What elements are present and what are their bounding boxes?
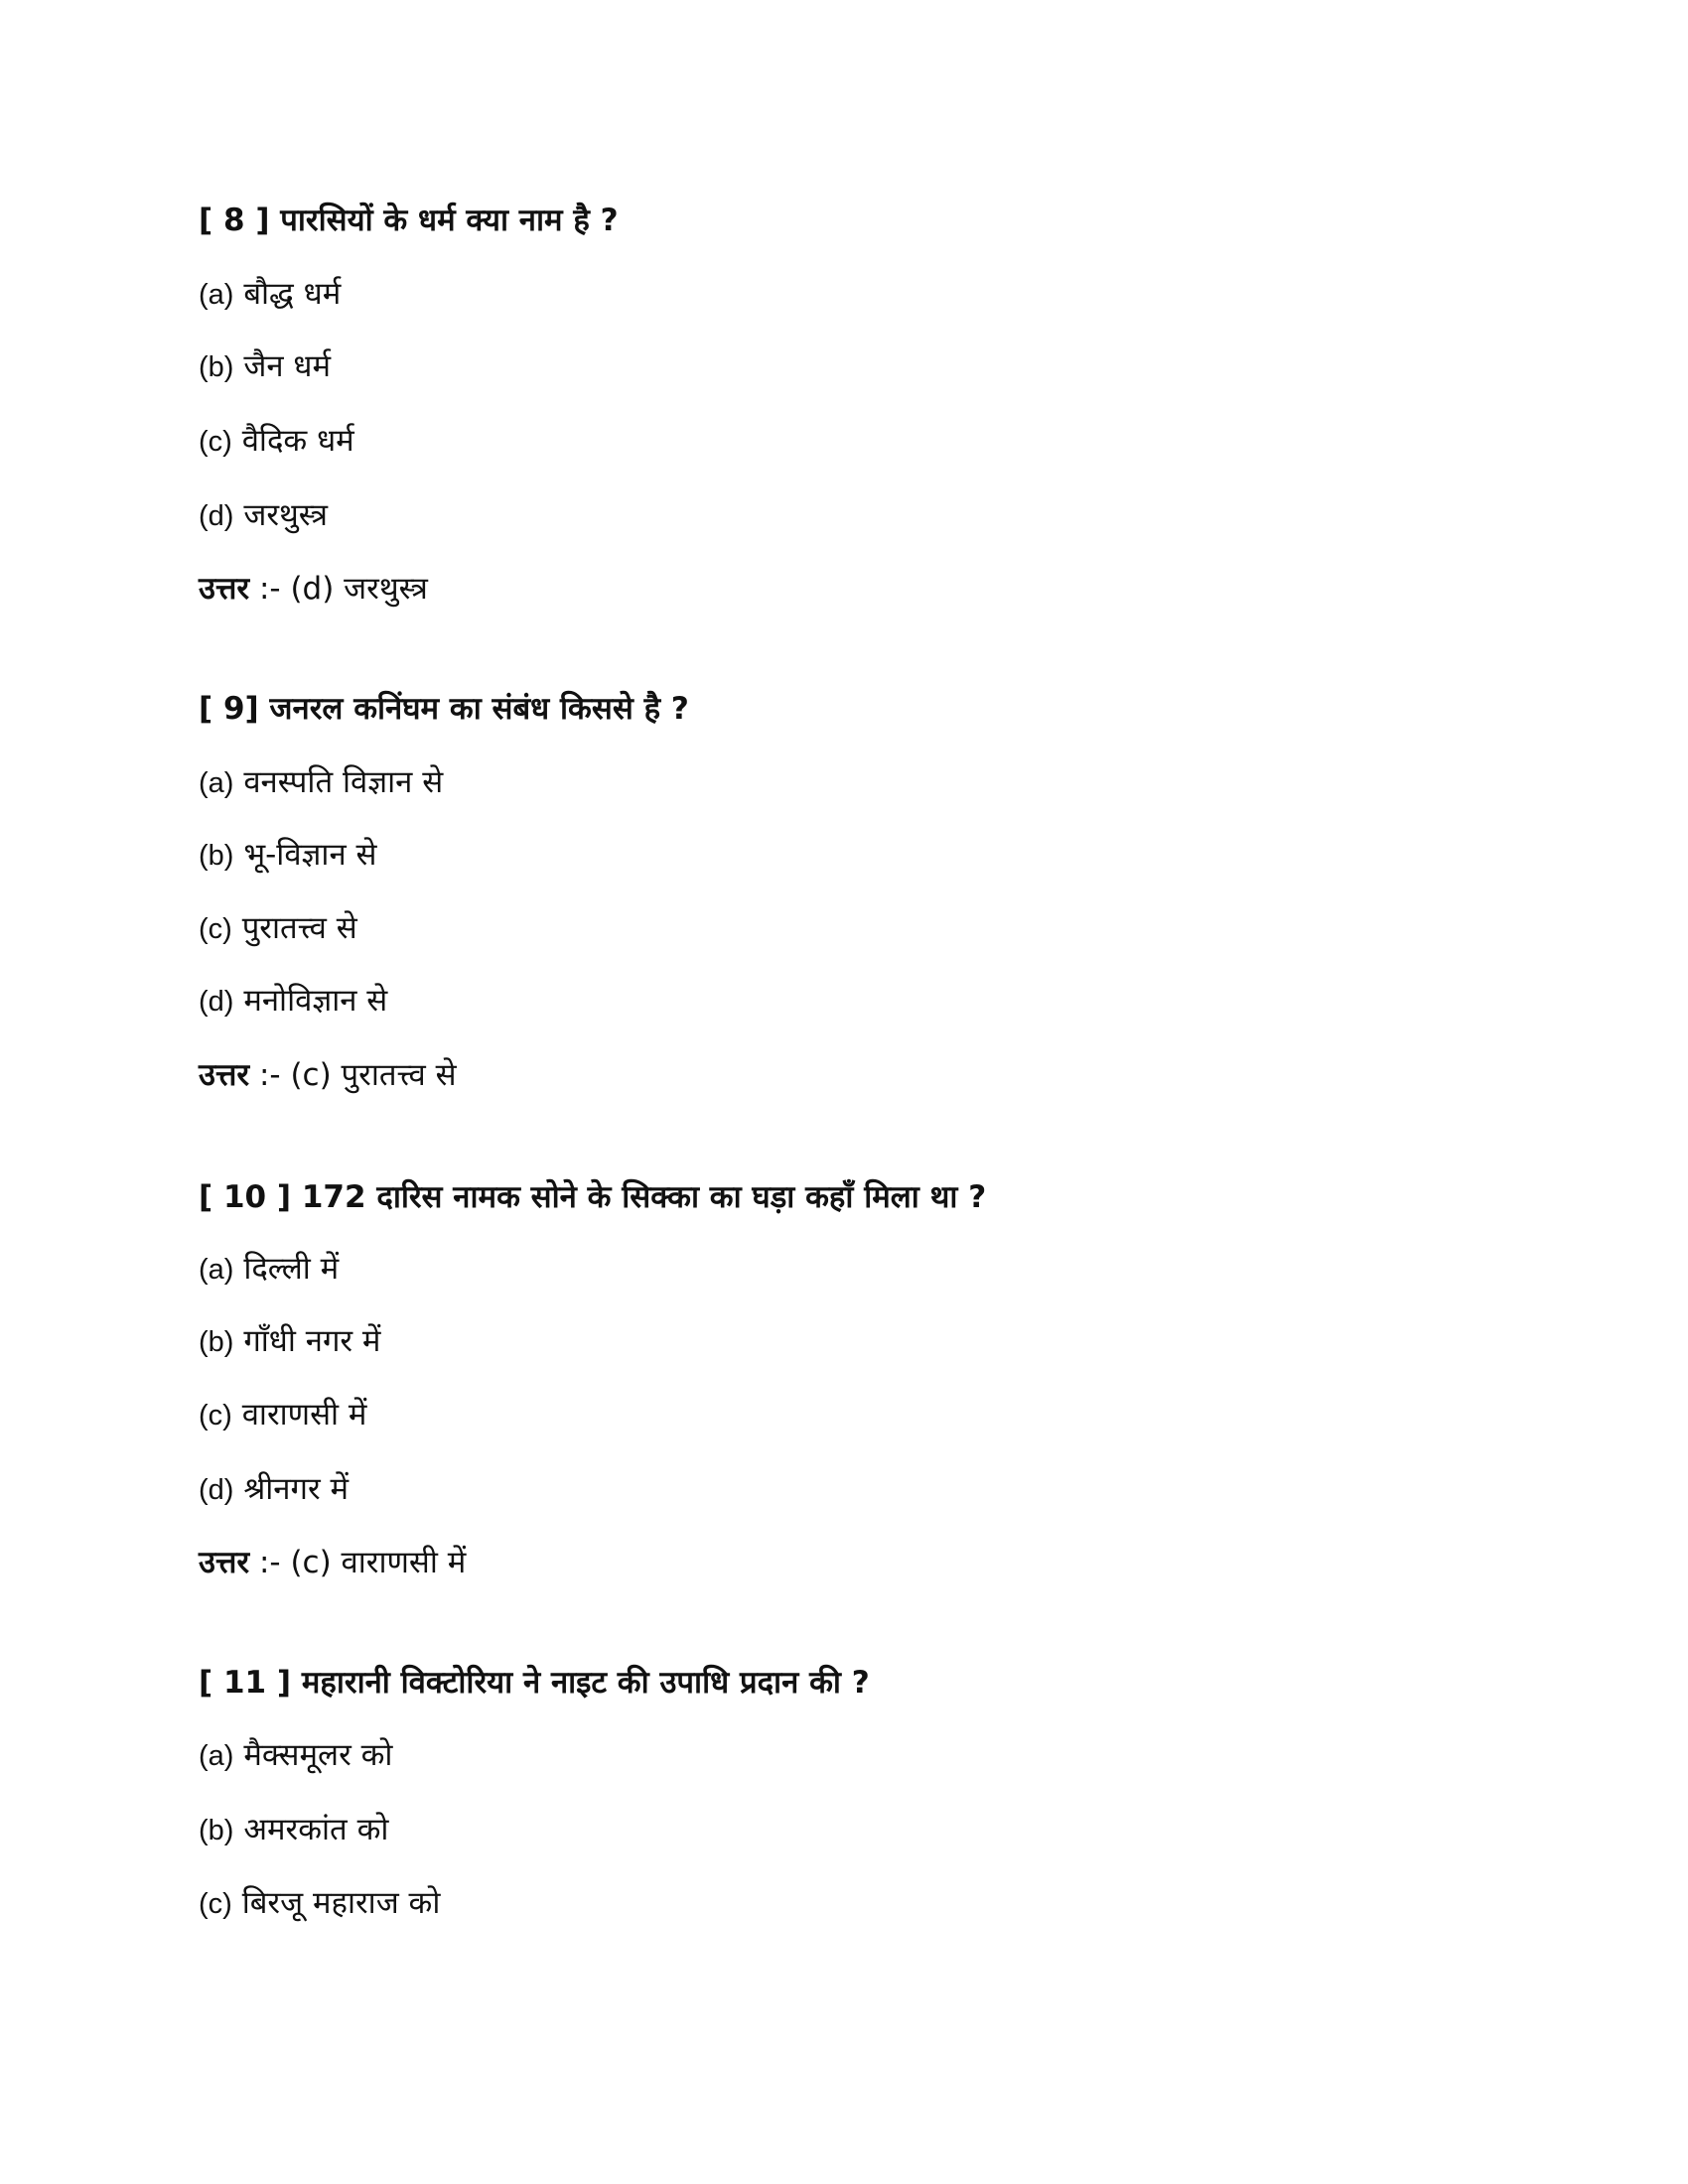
answer-label: उत्तर — [199, 1545, 250, 1580]
option-b — [199, 1808, 388, 1851]
option-a — [199, 272, 341, 316]
answer-line — [199, 567, 428, 611]
question-number: [ 11 ] — [199, 1665, 292, 1701]
option-a — [199, 760, 443, 804]
option-label: (a) — [199, 1740, 234, 1772]
option-label: (a) — [199, 279, 234, 311]
option-c — [199, 906, 357, 950]
option-text: बिरजू महाराज को — [241, 1885, 441, 1921]
option-d — [199, 1467, 349, 1511]
option-text: बौद्ध धर्म — [243, 276, 342, 312]
option-text: वनस्पति विज्ञान से — [243, 764, 444, 800]
option-d — [199, 493, 328, 537]
option-text: जैन धर्म — [243, 348, 331, 384]
option-label: (b) — [199, 840, 234, 872]
option-c — [199, 1881, 440, 1925]
option-text: जरथुस्त्र — [243, 497, 328, 533]
question-text: जनरल कनिंघम का संबंध किससे है ? — [269, 691, 689, 727]
option-label: (c) — [199, 1888, 232, 1920]
answer-label: उत्तर — [199, 1057, 250, 1093]
question-heading-9 — [199, 687, 689, 731]
answer-separator: :- — [258, 1545, 281, 1580]
answer-separator: :- — [258, 571, 281, 607]
option-label: (d) — [199, 1474, 234, 1506]
option-label: (b) — [199, 1815, 234, 1846]
option-label: (c) — [199, 426, 232, 458]
option-b — [199, 1319, 380, 1363]
option-b — [199, 344, 331, 388]
answer-value: (d) जरथुस्त्र — [290, 571, 428, 607]
question-text: पारसियों के धर्म क्या नाम है ? — [280, 203, 619, 238]
option-d — [199, 979, 387, 1023]
answer-line — [199, 1541, 466, 1584]
question-number: [ 8 ] — [199, 203, 270, 238]
question-number: [ 10 ] — [199, 1179, 292, 1215]
question-number: [ 9] — [199, 691, 259, 727]
answer-label: उत्तर — [199, 571, 250, 607]
option-text: भू-विज्ञान से — [243, 837, 377, 873]
option-text: दिल्ली में — [243, 1251, 340, 1287]
option-label: (c) — [199, 913, 232, 945]
question-text: महारानी विक्टोरिया ने नाइट की उपाधि प्रदान की ? — [301, 1665, 870, 1701]
option-a — [199, 1247, 339, 1291]
option-text: मनोविज्ञान से — [243, 983, 388, 1019]
option-label: (c) — [199, 1400, 232, 1432]
question-text: 172 दारिस नामक सोने के सिक्का का घड़ा कहाँ मिला था ? — [301, 1179, 987, 1215]
option-text: वाराणसी में — [241, 1397, 367, 1433]
option-a — [199, 1733, 392, 1777]
option-label: (b) — [199, 351, 234, 383]
question-heading-8 — [199, 199, 619, 242]
answer-line — [199, 1053, 457, 1097]
option-label: (a) — [199, 767, 234, 799]
answer-separator: :- — [258, 1057, 281, 1093]
answer-value: (c) वाराणसी में — [290, 1545, 467, 1580]
option-label: (d) — [199, 986, 234, 1018]
option-text: पुरातत्त्व से — [241, 910, 357, 946]
option-text: गाँधी नगर में — [243, 1323, 381, 1359]
option-text: श्रीनगर में — [243, 1471, 350, 1507]
option-b — [199, 833, 376, 877]
option-c — [199, 1393, 366, 1436]
question-heading-10 — [199, 1175, 986, 1219]
question-heading-11 — [199, 1661, 870, 1705]
option-text: मैक्समूलर को — [243, 1737, 393, 1773]
option-text: अमरकांत को — [243, 1812, 389, 1847]
option-c — [199, 419, 354, 463]
answer-value: (c) पुरातत्त्व से — [290, 1057, 457, 1093]
option-label: (d) — [199, 500, 234, 532]
option-text: वैदिक धर्म — [241, 423, 354, 459]
option-label: (a) — [199, 1254, 234, 1286]
option-label: (b) — [199, 1326, 234, 1358]
